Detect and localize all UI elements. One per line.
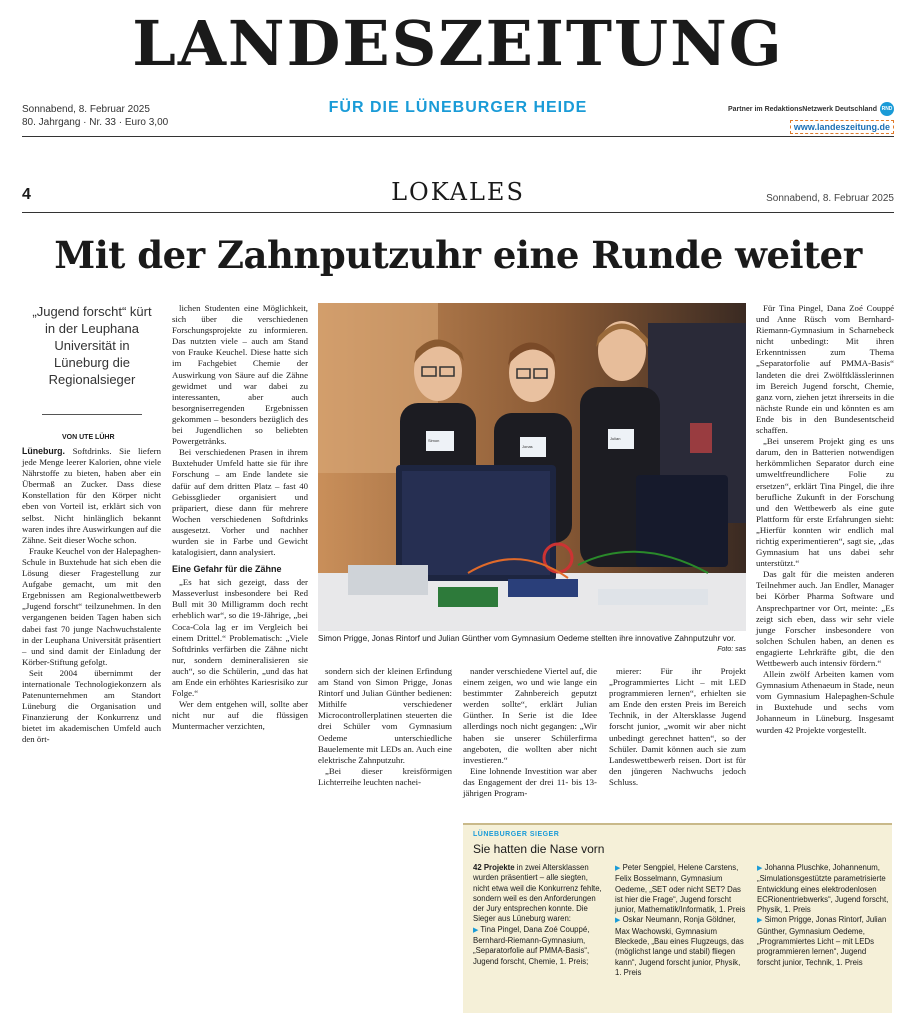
article-photo <box>318 303 746 631</box>
winner-entry: Peter Sengpiel, Helene Carstens, Felix Bosselmann, Gymnasium Oedeme, „SET oder nicht SET? Das ist hier die Frage“, Jugend forscht junior, Mathematik/Informatik, 1. Preis <box>615 863 746 915</box>
article-paragraph: lichen Studenten eine Möglichkeit, sich über die verschiedenen Forschungsprojekte zu informieren. Das nutzten viele – auch am Stand von Frauke Keuchel. Diese hatte sich im Fachgebiet Chemie der Auswirkung von Säure auf die Zähne gewidmet und war dabei zu interessanten, aber auch besorgniserregenden Ergebnissen gekommen – besonders bezüglich des bei Jugendlichen so beliebten Powergetränks. <box>172 303 308 447</box>
triangle-bullet-icon: ▶ <box>757 865 763 872</box>
masthead-divider <box>22 136 894 137</box>
article-column-2 <box>172 303 308 732</box>
dateline: Lüneburg. <box>22 446 66 456</box>
article-column-1 <box>22 446 161 746</box>
section-title: LOKALES <box>391 178 525 206</box>
caption-text: Simon Prigge, Jonas Rintorf und Julian Günther vom Gymnasium Oedeme stellten ihre innovative Zahnputzuhr vor. <box>318 634 736 643</box>
teaser-divider <box>42 414 142 415</box>
winner-entry: Oskar Neumann, Ronja Göldner, Max Wachowski, Gymnasium Bleckede, „Bau eines Flugzeugs, das (möglichst lange und stabil) fliegen kann“, Jugend forscht junior, Physik, 1. Preis <box>615 915 744 977</box>
article-paragraph: Das galt für die meisten anderen Teilnehmer auch. Jan Endler, Manager bei Körber Pharma Software und Ansprechpartner vor Ort, meinte: „Es zeigt sich eben, dass wir sehr viele junge Forscher insbesondere von solchen Schulen haben, an denen es engagierte Lehrkräfte gibt, die den Wettbewerb auch intensiv fördern.“ <box>756 569 894 668</box>
page-number: 4 <box>22 186 31 203</box>
issue-edition: 80. Jahrgang · Nr. 33 · Euro 3,00 <box>22 117 169 128</box>
masthead-title: LANDESZEITUNG <box>132 7 784 80</box>
article-paragraph: Seit 2004 übernimmt der internationale Technologiekonzern als Patenunternehmen am Standort Lüneburg die Organisation und Finanzierung der Konkurrenz und bietet im akademischen Umfeld auch den ört- <box>22 667 161 745</box>
photo-badge-simon: Simon <box>428 438 440 443</box>
article-column-3 <box>318 666 452 788</box>
winners-infobox <box>463 823 892 1013</box>
infobox-column-1 <box>473 863 605 967</box>
section-divider <box>22 212 894 213</box>
article-column-5 <box>609 666 746 788</box>
article-paragraph: Lüneburg. Softdrinks. Sie liefern jede Menge leerer Kalorien, ohne viele Nährstoffe zu bieten, haben aber ein Übermaß an Zucker. Dass diese Konstellation für den Körper nicht eben von Vorteil ist, erklärt sich von selbst. Nicht hinlänglich bekannt waren indes ihre Auswirkungen auf die Zähne. Seit dieser Woche schon. <box>22 446 161 545</box>
byline: VON UTE LÜHR <box>62 434 115 441</box>
photo-illustration <box>318 303 746 631</box>
infobox-kicker: LÜNEBURGER SIEGER <box>473 831 560 838</box>
infobox-column-2 <box>615 863 747 978</box>
article-paragraph: „Es hat sich gezeigt, dass der Masseverlust insbesondere bei Red Bull mit 30 Milligramm doch recht erheblich war“, so die 19-Jährige, „bei Coca-Cola lag er im Vergleich bei einem Drittel.“ Problematisch: „Viele Softdrinks verfärben die Zähne nicht nur, sondern demineralisieren sie auch“, so die Schülerin, „und das hat am Ende ein erhöhtes Kariesrisiko zur Folge.“ <box>172 577 308 699</box>
article-column-6 <box>756 303 894 736</box>
website-link[interactable]: www.landeszeitung.de <box>790 120 894 134</box>
article-paragraph: Bei verschiedenen Prasen in ihrem Buxtehuder Umfeld hatte sie für ihre Forschung – am Ende landete sie dafür auf dem dritten Platz – fast 40 Gebissglieder organisiert und präpariert, diese dann für mehrere Wochen verschiedenen Softdrinks ausgesetzt. Vorher und nachher wurden sie in Farbe und Gewicht katalogisiert, dann analysiert. <box>172 447 308 558</box>
masthead-tagline: FÜR DIE LÜNEBURGER HEIDE <box>328 99 588 116</box>
triangle-bullet-icon: ▶ <box>473 926 479 934</box>
article-paragraph: „Bei unserem Projekt ging es uns darum, den in Batterien notwendigen herkömmlichen Separator durch eine umweltfreundlichere Folie zu ersetzen“, erklärt Tina Pingel, die ihre berufliche Zukunft in der Forschung und den Wettbewerb als eine gute Plattform für erste Erfahrungen sieht: „Hierfür konnten wir endlich mal richtig experimentieren“, sagt sie, „das Gymnasium hat uns dabei sehr unterstützt.“ <box>756 436 894 569</box>
article-subheading: Eine Gefahr für die Zähne <box>172 564 282 575</box>
article-paragraph: Frauke Keuchel von der Halepaghen-Schule in Buxtehude hat sich eben die Lösung dieser Fragestellung zur Aufgabe gemacht, um mit den Ergebnissen am Regionalwettbewerb „Jugend forscht“ teilzunehmen. In den vergangenen beiden Tagen haben sich dabei fast 70 junge Nachwuchstalente in der Leuphana Universität präsentiert – und sind damit der Einladung der Körber-Stiftung gefolgt. <box>22 545 161 667</box>
triangle-bullet-icon: ▶ <box>757 917 763 925</box>
photo-badge-jonas: Jonas <box>522 444 533 449</box>
infobox-column-3 <box>757 863 889 968</box>
photo-credit: Foto: sas <box>717 645 746 653</box>
infobox-intro: in zwei Altersklassen wurden präsentiert – alle siegten, nicht etwa weil die Konkurrenz fehlte, sondern weil es den Anforderungen der Jury entsprechen konnte. Die Sieger aus Lüneburg waren: <box>473 863 602 924</box>
infobox-title: Sie hatten die Nase vorn <box>473 842 605 856</box>
infobox-lead: 42 Projekte <box>473 863 515 872</box>
article-paragraph: Wer dem entgehen will, sollte aber nicht nur auf die flüssigen Muntermacher verzichten, <box>172 699 308 732</box>
winner-entry: Simon Prigge, Jonas Rintorf, Julian Günther, Gymnasium Oedeme, „Programmiertes Licht – mit LEDs programmieren lernen“, Jugend forscht junior, Technik, 1. Preis <box>757 915 887 967</box>
partner-block <box>728 102 894 134</box>
article-paragraph: Eine lohnende Investition war aber das Engagement der drei 11- bis 13-jährigen Program- <box>463 765 597 799</box>
rnd-logo-icon: RND <box>880 102 894 116</box>
article-column-4 <box>463 666 597 799</box>
section-date: Sonnabend, 8. Februar 2025 <box>766 193 894 204</box>
article-teaser: „Jugend forscht“ kürt in der Leuphana Universität in Lüneburg die Regionalsieger <box>32 304 152 387</box>
article-paragraph: Allein zwölf Arbeiten kamen vom Gymnasium Athenaeum in Stade, neun vom Gymnasium Halepaghen-Schule in Buxtehude und sechs vom Johanneum in Lüneburg. Insgesamt wurden 42 Projekte vorgestellt. <box>756 669 894 735</box>
article-paragraph: Für Tina Pingel, Dana Zoé Couppé und Anne Rüsch vom Bernhard-Riemann-Gymnasium in Scharnebeck nicht unbedingt: Mit ihren Erkenntnissen zum Thema „Separatorfolie auf PMMA-Basis“ landeten die drei Zwölftklässlerinnen im Bereich Jugend forscht, Chemie, ganz vorn, ziehen jetzt ihrerseits in die nächste Runde ein und könnten es am Ende bis in den Bundesentscheid schaffen. <box>756 303 894 436</box>
winner-entry: Johanna Pluschke, Johannenum, „Simulationsgestützte parametrisierte Entwicklung eines elektrodenlosen ECRionentriebwerks“, Jugend forscht, Physik, 1. Preis <box>757 863 889 915</box>
article-paragraph: mierer: Für ihr Projekt „Programmiertes Licht – mit LED programmieren lernen“, erhielten sie am Ende den ersten Preis im Bereich Technik, in der Altersklasse Jugend forscht junior, „womit wir aber nicht unbedingt gerechnet hatten“, so der Schüler. Damit können auch sie zum Landeswettbewerb reisen. Dort ist für den jüngeren Nachwuchs jedoch Schluss. <box>609 666 746 787</box>
article-paragraph: „Bei dieser kreisförmigen Lichterreihe leuchten nachei- <box>318 765 452 787</box>
winner-entry: Tina Pingel, Dana Zoé Couppé, Bernhard-Riemann-Gymnasium, „Separatorfolie auf PMMA-Basis“, Jugend forscht, Chemie, 1. Preis; <box>473 924 590 966</box>
triangle-bullet-icon: ▶ <box>615 865 621 872</box>
article-headline: Mit der Zahnputzuhr eine Runde weiter <box>54 233 862 277</box>
issue-date: Sonnabend, 8. Februar 2025 <box>22 104 150 115</box>
triangle-bullet-icon: ▶ <box>615 917 621 925</box>
article-paragraph: nander verschiedene Viertel auf, die einem zeigen, wo und wie lange ein bestimmter Zahnbereich geputzt werden sollte“, erklärt Julian Günther. In Serie ist die Idee allerdings noch nicht gegangen: „Wir haben sie unserer Schülerfirma angeboten, die wollten aber nicht investieren.“ <box>463 666 597 765</box>
photo-caption <box>318 634 746 655</box>
partner-text: Partner im RedaktionsNetzwerk Deutschland <box>728 105 877 113</box>
article-paragraph: sondern sich der kleinen Erfindung am Stand von Simon Prigge, Jonas Rintorf und Julian Günther bedienen: Mithilfe verschiedener Microcontrollerplatinen steuerten die drei Schüler vom Gymnasium Oedeme unterschiedliche Bauelemente mit LEDs an. Auch eine elektrische Zahnputzuhr. <box>318 666 452 765</box>
photo-badge-julian: Julian <box>610 436 621 441</box>
